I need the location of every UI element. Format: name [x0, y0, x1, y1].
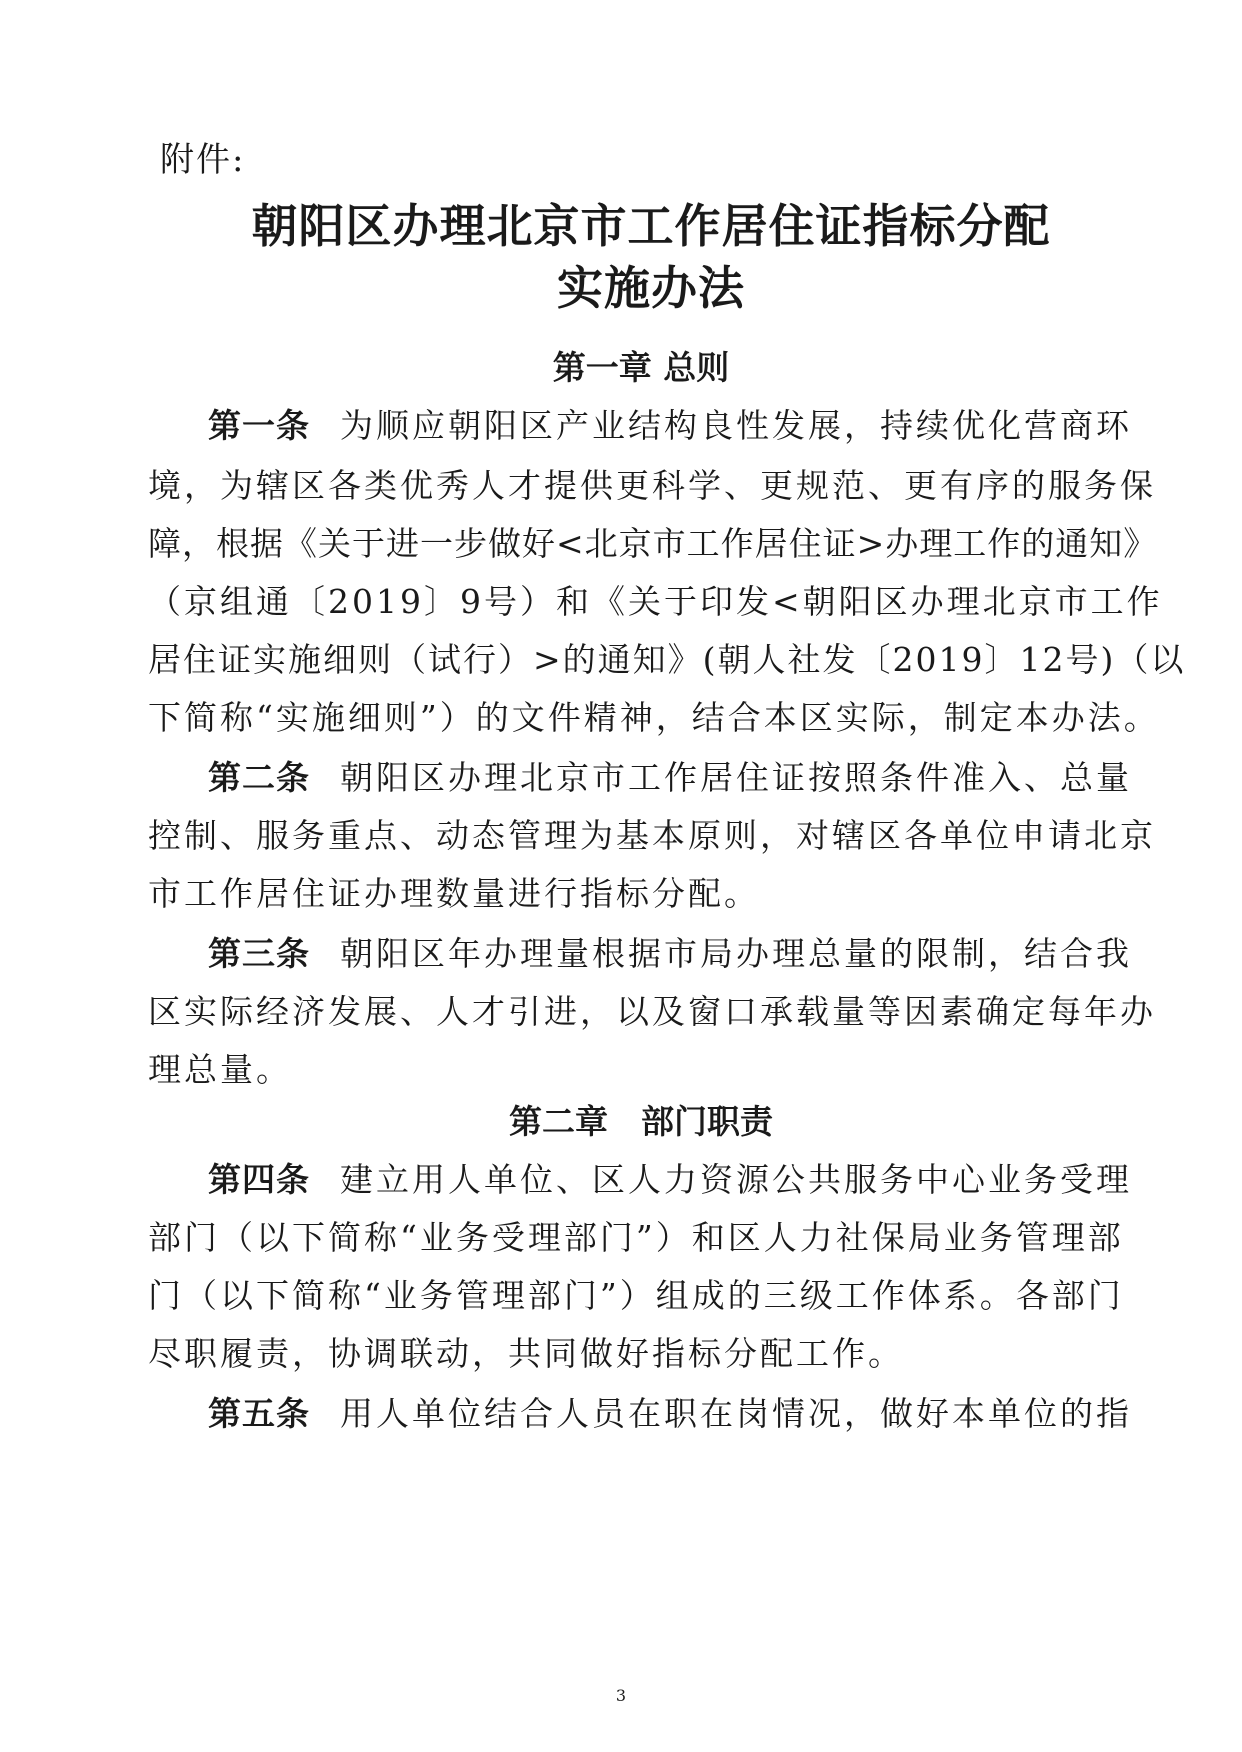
article-3-line-1 — [208, 928, 1132, 975]
article-2-line-1 — [208, 752, 1132, 799]
article-5-label: 第五条 — [208, 1394, 310, 1433]
article-1-label: 第一条 — [208, 406, 310, 445]
article-4-line-4: 尽职履责，协调联动，共同做好指标分配工作。 — [148, 1334, 904, 1373]
document-title-line2: 实施办法 — [557, 261, 745, 315]
article-1-line-6: 下简称“实施细则”）的文件精神，结合本区实际，制定本办法。 — [148, 698, 1160, 737]
article-4-line-1 — [208, 1154, 1132, 1201]
article-3-label: 第三条 — [208, 934, 310, 973]
article-3-text-1: 朝阳区年办理量根据市局办理总量的限制，结合我 — [340, 934, 1132, 973]
article-4-line-2: 部门（以下简称“业务受理部门”）和区人力社保局业务管理部 — [148, 1218, 1124, 1257]
document-title-line1: 朝阳区办理北京市工作居住证指标分配 — [251, 199, 1051, 253]
article-1-text-1: 为顺应朝阳区产业结构良性发展，持续优化营商环 — [340, 406, 1132, 445]
article-2-label: 第二条 — [208, 758, 310, 797]
article-4-text-1: 建立用人单位、区人力资源公共服务中心业务受理 — [340, 1160, 1132, 1199]
article-5-text-1: 用人单位结合人员在职在岗情况，做好本单位的指 — [340, 1394, 1132, 1433]
article-2-line-2: 控制、服务重点、动态管理为基本原则，对辖区各单位申请北京 — [148, 816, 1156, 855]
article-1-line-4: （京组通〔2019〕9号）和《关于印发<朝阳区办理北京市工作 — [148, 582, 1163, 621]
article-2-line-3: 市工作居住证办理数量进行指标分配。 — [148, 874, 760, 913]
article-5-line-1 — [208, 1388, 1132, 1435]
article-4-line-3: 门（以下简称“业务管理部门”）组成的三级工作体系。各部门 — [148, 1276, 1124, 1315]
article-1-line-1 — [208, 400, 1132, 447]
attachment-label: 附件: — [160, 140, 246, 180]
article-1-line-5: 居住证实施细则（试行）>的通知》(朝人社发〔2019〕12号)（以 — [148, 640, 1186, 679]
article-1-line-3: 障，根据《关于进一步做好<北京市工作居住证>办理工作的通知》 — [148, 524, 1158, 563]
article-4-label: 第四条 — [208, 1160, 310, 1199]
article-3-line-2: 区实际经济发展、人才引进，以及窗口承载量等因素确定每年办 — [148, 992, 1156, 1031]
chapter-1-heading: 第一章 总则 — [552, 348, 730, 387]
article-1-line-2: 境，为辖区各类优秀人才提供更科学、更规范、更有序的服务保 — [148, 466, 1156, 505]
article-2-text-1: 朝阳区办理北京市工作居住证按照条件准入、总量 — [340, 758, 1132, 797]
page-number: 3 — [615, 1686, 627, 1705]
article-3-line-3: 理总量。 — [148, 1050, 292, 1089]
chapter-2-heading: 第二章 部门职责 — [509, 1102, 773, 1141]
